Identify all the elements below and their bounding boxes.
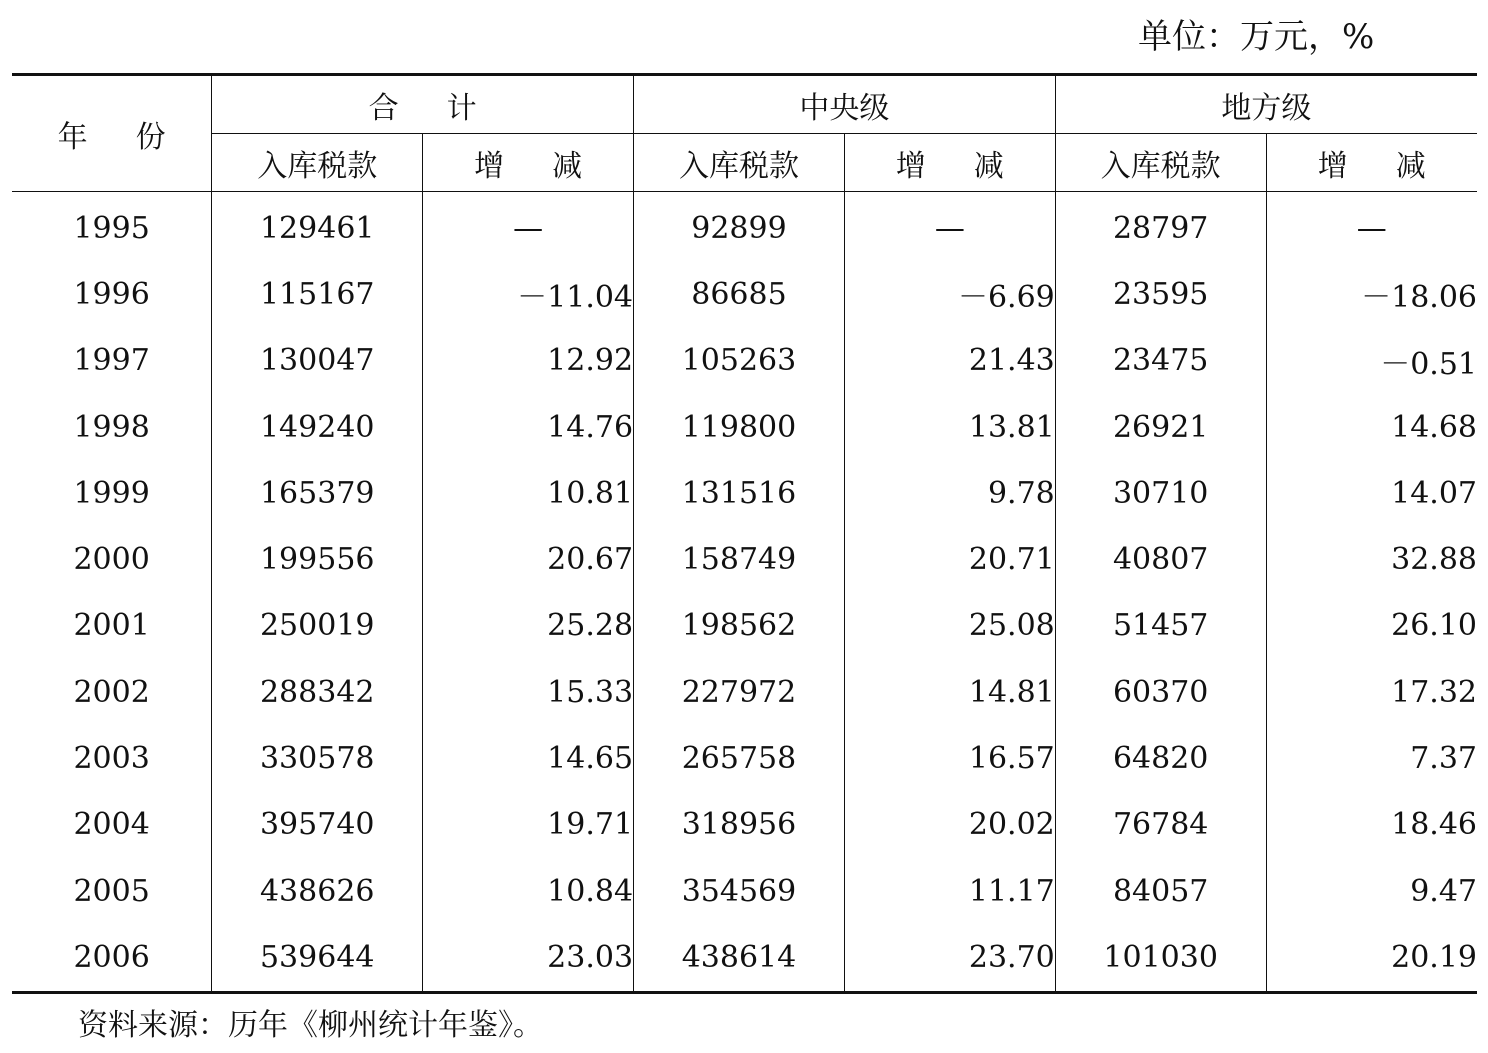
cell-central-change: 14.81	[844, 659, 1055, 725]
cell-local-change: 7.37	[1410, 741, 1477, 777]
cell-central-change: －6.69	[844, 261, 1055, 327]
cell-total-tax: 288342	[212, 659, 423, 725]
cell-local-tax: 84057	[1055, 858, 1266, 924]
cell-total-change: 10.81	[423, 460, 634, 526]
cell-central-tax: 131516	[634, 460, 845, 526]
cell-central-change: 20.71	[844, 526, 1055, 592]
cell-local-change: －0.51	[1380, 346, 1477, 382]
cell-local-change: 18.46	[1391, 807, 1477, 843]
cell-central-change: 20.02	[844, 792, 1055, 858]
cell-local-tax: 60370	[1055, 659, 1266, 725]
cell-local-tax: 40807	[1055, 526, 1266, 592]
cell-total-tax: 250019	[212, 593, 423, 659]
tax-table	[12, 73, 1477, 994]
cell-central-tax: 119800	[634, 394, 845, 460]
table-body	[12, 192, 1477, 993]
cell-central-tax: 438614	[634, 924, 845, 992]
header-group-total: 合计	[212, 75, 634, 134]
cell-year: 2005	[12, 858, 212, 924]
header-group-local: 地方级	[1055, 75, 1477, 134]
cell-total-tax: 199556	[212, 526, 423, 592]
cell-central-tax: 86685	[634, 261, 845, 327]
cell-local-tax: 28797	[1055, 192, 1266, 262]
table-row	[12, 192, 1477, 262]
cell-total-change: —	[423, 192, 634, 262]
cell-local-tax: 64820	[1055, 725, 1266, 791]
cell-total-tax: 539644	[212, 924, 423, 992]
table-header	[12, 75, 1477, 192]
header-central-change: 增减	[844, 134, 1055, 192]
cell-total-change: 14.65	[423, 725, 634, 791]
table-row	[12, 924, 1477, 992]
cell-total-tax: 330578	[212, 725, 423, 791]
cell-total-tax: 395740	[212, 792, 423, 858]
cell-year: 2001	[12, 593, 212, 659]
cell-total-tax: 149240	[212, 394, 423, 460]
cell-total-change: 10.84	[423, 858, 634, 924]
cell-central-tax: 105263	[634, 328, 845, 394]
cell-year: 2000	[12, 526, 212, 592]
cell-central-change: 21.43	[844, 328, 1055, 394]
cell-local-change: 20.19	[1266, 924, 1477, 992]
header-total-tax: 入库税款	[212, 134, 423, 192]
header-total-change: 增减	[423, 134, 634, 192]
cell-total-change: 12.92	[423, 328, 634, 394]
cell-total-change: 15.33	[423, 659, 634, 725]
cell-local-tax: 23475	[1055, 328, 1266, 394]
cell-local-tax: 101030	[1055, 924, 1266, 992]
cell-total-change: －11.04	[423, 261, 634, 327]
header-group-central: 中央级	[634, 75, 1056, 134]
cell-year: 1998	[12, 394, 212, 460]
cell-local-tax: 26921	[1055, 394, 1266, 460]
cell-central-change: 9.78	[844, 460, 1055, 526]
cell-year: 2003	[12, 725, 212, 791]
cell-year: 2004	[12, 792, 212, 858]
cell-central-change: 16.57	[844, 725, 1055, 791]
header-year: 年份	[12, 75, 212, 192]
cell-local-change: 14.68	[1391, 409, 1477, 445]
cell-central-change: 11.17	[844, 858, 1055, 924]
cell-central-tax: 198562	[634, 593, 845, 659]
cell-year: 1996	[12, 261, 212, 327]
header-local-change: 增减	[1266, 134, 1477, 192]
table-row	[12, 328, 1477, 394]
cell-year: 1999	[12, 460, 212, 526]
header-central-tax: 入库税款	[634, 134, 845, 192]
cell-local-change: －18.06	[1361, 280, 1477, 316]
cell-local-tax: 30710	[1055, 460, 1266, 526]
cell-year: 2006	[12, 924, 212, 992]
source-note: 资料来源：历年《柳州统计年鉴》。	[78, 1008, 543, 1043]
cell-central-tax: 318956	[634, 792, 845, 858]
cell-central-change: 25.08	[844, 593, 1055, 659]
cell-total-change: 20.67	[423, 526, 634, 592]
cell-local-tax: 51457	[1055, 593, 1266, 659]
table-row	[12, 394, 1477, 460]
cell-year: 2002	[12, 659, 212, 725]
cell-local-change: 32.88	[1391, 542, 1477, 578]
cell-local-change: 14.07	[1391, 475, 1477, 511]
cell-central-tax: 158749	[634, 526, 845, 592]
cell-local-tax: 76784	[1055, 792, 1266, 858]
cell-central-change: —	[844, 192, 1055, 262]
cell-central-tax: 92899	[634, 192, 845, 262]
table-row	[12, 858, 1477, 924]
table-row	[12, 460, 1477, 526]
table-row	[12, 659, 1477, 725]
cell-central-tax: 354569	[634, 858, 845, 924]
cell-total-change: 19.71	[423, 792, 634, 858]
table-row	[12, 725, 1477, 791]
cell-local-tax: 23595	[1055, 261, 1266, 327]
cell-local-change: 17.32	[1391, 674, 1477, 710]
cell-central-tax: 227972	[634, 659, 845, 725]
cell-central-tax: 265758	[634, 725, 845, 791]
table-row	[12, 261, 1477, 327]
table-row	[12, 792, 1477, 858]
unit-label: 单位：万元，%	[1138, 17, 1375, 57]
table-row	[12, 593, 1477, 659]
cell-local-change: —	[1356, 210, 1387, 246]
cell-local-change: 9.47	[1410, 873, 1477, 909]
cell-central-change: 13.81	[844, 394, 1055, 460]
cell-total-change: 25.28	[423, 593, 634, 659]
table-row	[12, 526, 1477, 592]
cell-local-change: 26.10	[1391, 608, 1477, 644]
header-local-tax: 入库税款	[1055, 134, 1266, 192]
cell-central-change: 23.70	[844, 924, 1055, 992]
cell-total-change: 23.03	[423, 924, 634, 992]
cell-total-tax: 129461	[212, 192, 423, 262]
cell-year: 1997	[12, 328, 212, 394]
cell-total-tax: 115167	[212, 261, 423, 327]
cell-total-tax: 130047	[212, 328, 423, 394]
cell-total-tax: 165379	[212, 460, 423, 526]
cell-total-tax: 438626	[212, 858, 423, 924]
cell-total-change: 14.76	[423, 394, 634, 460]
cell-year: 1995	[12, 192, 212, 262]
